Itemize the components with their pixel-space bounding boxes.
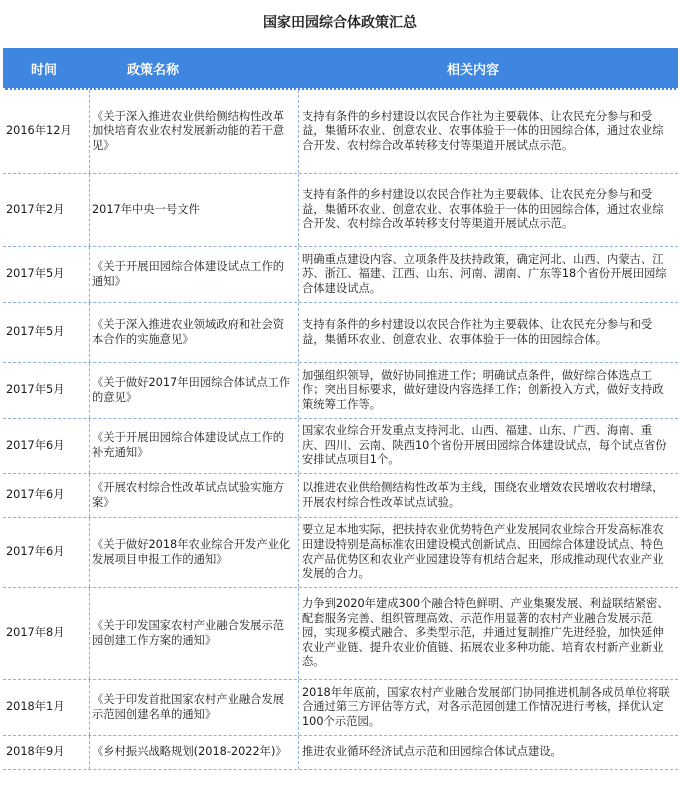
table-row bbox=[3, 736, 678, 770]
table-row bbox=[3, 247, 678, 303]
cell-content: 要立足本地实际，把扶持农业优势特色产业发展同农业综合开发高标准农田建设特别是高标准农田建设模式创新试点、田园综合体建设试点、特色农产品优势区和农业产业园建设等有机结合起来，形成推动现代农业产业发展的合力。 bbox=[298, 518, 678, 587]
table-row bbox=[3, 474, 678, 518]
cell-content: 支持有条件的乡村建设以农民合作社为主要载体、让农民充分参与和受益，集循环农业、创意农业、农事体验于一体的田园综合体，通过农业综合开发、农村综合改革转移支付等渠道开展试点示范。 bbox=[298, 90, 678, 173]
table-row bbox=[3, 174, 678, 247]
table-row bbox=[3, 588, 678, 680]
cell-content: 国家农业综合开发重点支持河北、山西、福建、山东、广西、海南、重庆、四川、云南、陕西10个省份开展田园综合体建设试点，每个试点省份安排试点项目1个。 bbox=[298, 419, 678, 473]
table-row bbox=[3, 419, 678, 474]
cell-content: 加强组织领导，做好协同推进工作；明确试点条件，做好综合体选点工作；突出目标要求，做好建设内容选择工作；创新投入方式，做好支持政策统筹工作等。 bbox=[298, 363, 678, 418]
cell-time: 2017年6月 bbox=[6, 545, 65, 559]
table-header bbox=[3, 48, 678, 90]
page-title: 国家田园综合体政策汇总 bbox=[263, 15, 417, 31]
header-time: 时间 bbox=[31, 62, 58, 78]
cell-policy-name: 《关于做好2017年田园综合体试点工作的意见》 bbox=[89, 363, 298, 418]
cell-policy-name: 《关于印发首批国家农村产业融合发展示范园创建名单的通知》 bbox=[89, 680, 298, 735]
header-content: 相关内容 bbox=[446, 62, 499, 78]
cell-time: 2017年5月 bbox=[6, 325, 65, 339]
cell-time: 2017年6月 bbox=[6, 488, 65, 502]
cell-time: 2017年8月 bbox=[6, 626, 65, 640]
cell-time: 2017年5月 bbox=[6, 383, 65, 397]
cell-policy-name: 《关于印发国家农村产业融合发展示范园创建工作方案的通知》 bbox=[89, 588, 298, 679]
cell-content: 推进农业循环经济试点示范和田园综合体试点建设。 bbox=[298, 736, 678, 769]
cell-content: 明确重点建设内容、立项条件及扶持政策，确定河北、山西、内蒙古、江苏、浙江、福建、江西、山东、河南、湖南、广东等18个省份开展田园综合体建设试点。 bbox=[298, 247, 678, 302]
cell-policy-name: 《关于做好2018年农业综合开发产业化发展项目申报工作的通知》 bbox=[89, 518, 298, 587]
cell-policy-name: 《乡村振兴战略规划(2018-2022年)》 bbox=[89, 736, 298, 769]
table-row bbox=[3, 518, 678, 588]
cell-time: 2017年6月 bbox=[6, 438, 65, 452]
cell-policy-name: 《关于深入推进农业领域政府和社会资本合作的实施意见》 bbox=[89, 303, 298, 362]
cell-content: 支持有条件的乡村建设以农民合作社为主要载体、让农民充分参与和受益，集循环农业、创意农业、农事体验于一体的田园综合体，通过农业综合开发、农村综合改革转移支付等渠道开展试点示范。 bbox=[298, 174, 678, 246]
cell-time: 2018年1月 bbox=[6, 700, 65, 714]
cell-policy-name: 2017年中央一号文件 bbox=[89, 174, 298, 246]
header-policy-name: 政策名称 bbox=[127, 62, 180, 78]
cell-content: 2018年年底前，国家农村产业融合发展部门协同推进机制各成员单位将联合通过第三方评估等方式，对各示范园创建工作情况进行考核，择优认定100个示范园。 bbox=[298, 680, 678, 735]
cell-content: 以推进农业供给侧结构性改革为主线，围绕农业增效农民增收农村增绿，开展农村综合性改革试点试验。 bbox=[298, 474, 678, 517]
cell-content: 支持有条件的乡村建设以农民合作社为主要载体、让农民充分参与和受益，集循环农业、创意农业、农事体验于一体的田园综合体。 bbox=[298, 303, 678, 362]
table-row bbox=[3, 363, 678, 419]
cell-policy-name: 《开展农村综合性改革试点试验实施方案》 bbox=[89, 474, 298, 517]
cell-policy-name: 《关于开展田园综合体建设试点工作的补充通知》 bbox=[89, 419, 298, 473]
cell-content: 力争到2020年建成300个融合特色鲜明、产业集聚发展、利益联结紧密、配套服务完善、组织管理高效、示范作用显著的农村产业融合发展示范园，实现多模式融合、多类型示范，并通过复制推广先进经验，加快延伸农业产业链、提升农业价值链、拓展农业多种功能、培育农村新产业新业态。 bbox=[298, 588, 678, 679]
cell-time: 2017年5月 bbox=[6, 267, 65, 281]
cell-policy-name: 《关于深入推进农业供给侧结构性改革 加快培育农业农村发展新动能的若干意见》 bbox=[89, 90, 298, 173]
cell-time: 2016年12月 bbox=[6, 124, 72, 138]
cell-time: 2017年2月 bbox=[6, 202, 65, 216]
cell-policy-name: 《关于开展田园综合体建设试点工作的通知》 bbox=[89, 247, 298, 302]
table-row bbox=[3, 680, 678, 736]
policy-table bbox=[3, 48, 678, 770]
cell-time: 2018年9月 bbox=[6, 745, 65, 759]
table-row bbox=[3, 90, 678, 174]
table-row bbox=[3, 303, 678, 363]
